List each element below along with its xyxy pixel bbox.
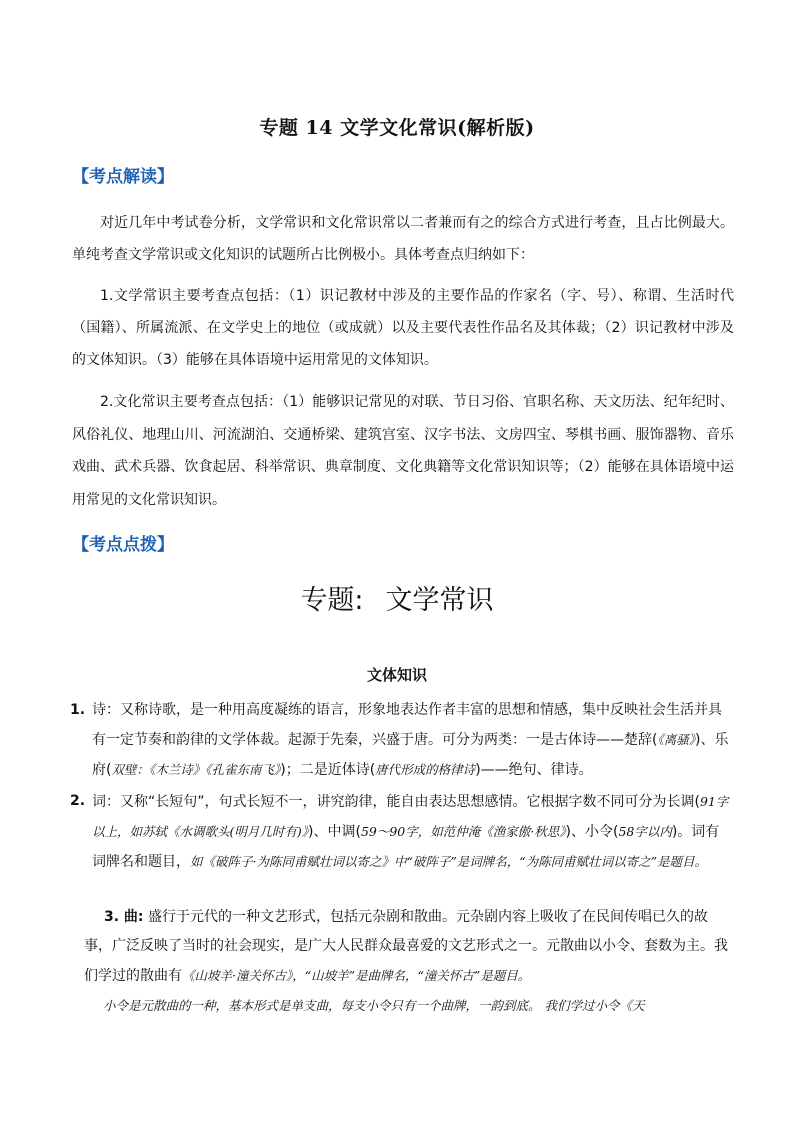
list-item-poetry: 1. 诗：又称诗歌，是一种用高度凝练的语言，形象地表达作者丰富的思想和情感，集中反映社会生活并具有一定节奏和韵律的文学体裁。起源于先秦，兴盛于唐。可分为两类：一是古体诗——楚辞(《离骚》)、乐府(双壁：《木兰诗》《孔雀东南飞》)；二是近体诗(唐代形成的格律诗)——绝句、律诗。 xyxy=(70,702,729,778)
culture-points-paragraph: 2.文化常识主要考查点包括：（1）能够识记常见的对联、节日习俗、官职名称、天文历法、纪年纪时、风俗礼仪、地理山川、河流湖泊、交通桥梁、建筑宫室、汉字书法、文房四宝、琴棋书画、服饰器物、音乐戏曲、武术兵器、饮食起居、科举常识、典章制度、文化典籍等文化常识知识等；（2）能够在具体语境中运用常见的文化常识知识。 xyxy=(72,394,734,508)
section-heading-guidance: 【考点点拨】 xyxy=(72,535,174,555)
xiaoling-paragraph: 小令是元散曲的一种，基本形式是单支曲，每支小令只有一个曲牌，一韵到底。 我们学过小令《天 xyxy=(103,998,645,1013)
document-title: 专题 14 文学文化常识(解析版) xyxy=(259,117,535,139)
section-heading-interpretation: 【考点解读】 xyxy=(72,167,174,187)
topic-title: 专题: 文学常识 xyxy=(300,585,494,616)
subsection-title: 文体知识 xyxy=(366,666,427,684)
list-item-qu: 3. 曲: 盛行于元代的一种文艺形式，包括元杂剧和散曲。元杂剧内容上吸收了在民间传唱已久的故事，广泛反映了当时的社会现实，是广大人民群众最喜爱的文艺形式之一。元散曲以小令、套数为主。我们学过的散曲有《山坡羊·潼关怀古》，“山坡羊”是曲牌名，“潼关怀古”是题目。 xyxy=(84,909,728,984)
list-item-ci: 2. 词：又称“长短句”，句式长短不一，讲究韵律，能自由表达思想感情。它根据字数不同可分为长调(91字以上，如苏轼《水调歌头(明月几时有)》)、中调(59～90字，如范仲淹《渔家傲·秋思》)、小令(58字以内)。词有词牌名和题目，如《破阵子·为陈同甫赋壮词以寄之》中“破阵子”是词牌名，“为陈同甫赋壮词以寄之”是题目。 xyxy=(70,793,729,870)
intro-paragraph: 对近几年中考试卷分析，文学常识和文化常识常以二者兼而有之的综合方式进行考查，且占比例最大。单纯考查文学常识或文化知识的试题所占比例极小。具体考查点归纳如下： xyxy=(72,215,734,263)
literature-points-paragraph: 1.文学常识主要考查点包括：（1）识记教材中涉及的主要作品的作家名（字、号）、称谓、生活时代（国籍）、所属流派、在文学史上的地位（或成就）以及主要代表性作品名及其体裁；（2）识记教材中涉及的文体知识。（3）能够在具体语境中运用常见的文体知识。 xyxy=(72,288,734,368)
